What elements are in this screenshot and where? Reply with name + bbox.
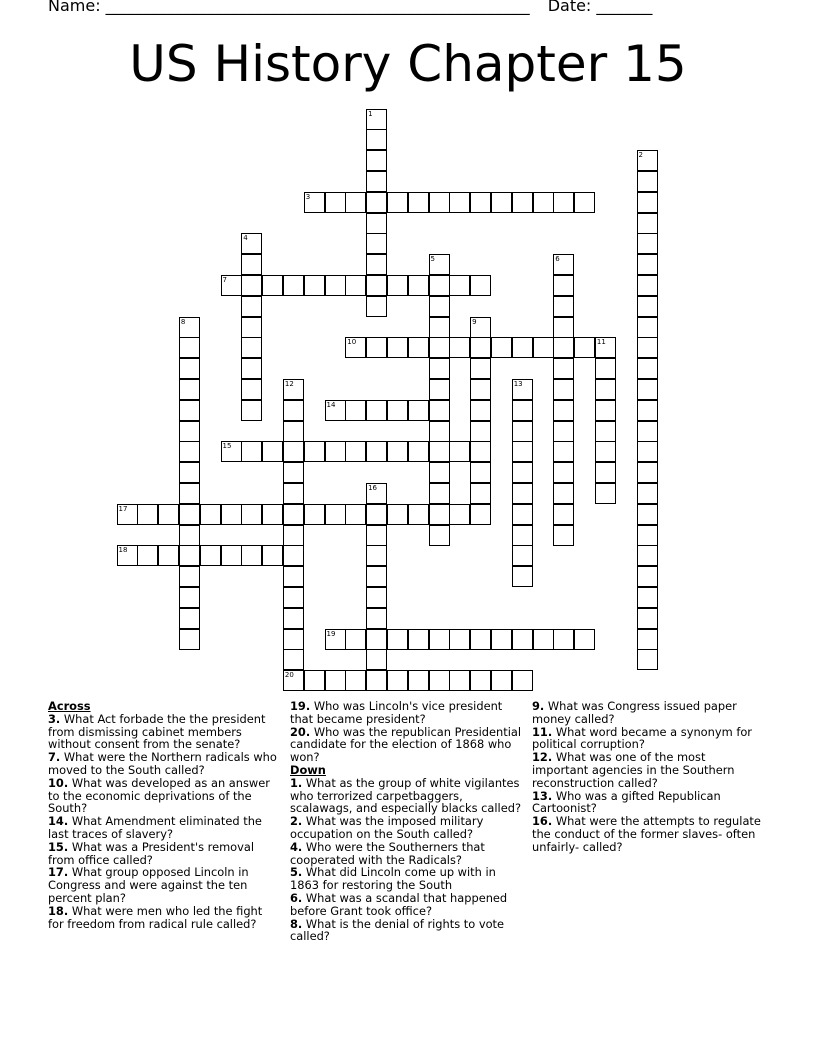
grid-cell[interactable] xyxy=(574,192,595,213)
grid-cell[interactable] xyxy=(241,504,262,525)
grid-cell[interactable] xyxy=(637,545,658,566)
grid-cell[interactable] xyxy=(553,462,574,483)
grid-cell[interactable] xyxy=(429,379,450,400)
grid-cell[interactable] xyxy=(491,337,512,358)
grid-cell[interactable] xyxy=(366,213,387,234)
grid-cell[interactable] xyxy=(533,629,554,650)
clue-number: 2 xyxy=(638,151,643,160)
grid-cell[interactable] xyxy=(241,233,262,254)
grid-cell[interactable] xyxy=(283,462,304,483)
grid-cell[interactable] xyxy=(408,441,429,462)
grid-cell[interactable] xyxy=(283,525,304,546)
grid-cell[interactable] xyxy=(429,462,450,483)
grid-cell[interactable] xyxy=(637,608,658,629)
grid-cell[interactable] xyxy=(366,545,387,566)
grid-cell[interactable] xyxy=(345,504,366,525)
grid-cell[interactable] xyxy=(387,670,408,691)
grid-cell[interactable] xyxy=(637,629,658,650)
grid-cell[interactable] xyxy=(304,192,325,213)
grid-cell[interactable] xyxy=(637,566,658,587)
clue-number: 10 xyxy=(347,338,357,347)
grid-cell[interactable] xyxy=(408,192,429,213)
grid-cell[interactable] xyxy=(366,192,387,213)
grid-cell[interactable] xyxy=(179,608,200,629)
grid-cell[interactable] xyxy=(637,296,658,317)
clue-across-15: 15. What was a President's removal from office called? xyxy=(48,839,255,867)
clue-across-18: 18. What were men who led the fight for freedom from radical rule called? xyxy=(48,903,263,931)
grid-cell[interactable] xyxy=(283,608,304,629)
clue-down-13: 13. Who was a gifted Republican Cartoonist? xyxy=(532,788,721,816)
grid-cell[interactable] xyxy=(470,504,491,525)
grid-cell[interactable] xyxy=(262,545,283,566)
grid-cell[interactable] xyxy=(595,483,616,504)
grid-cell[interactable] xyxy=(470,379,491,400)
grid-cell[interactable] xyxy=(366,649,387,670)
grid-cell[interactable] xyxy=(449,192,470,213)
clue-down-9: 9. What was Congress issued paper money called? xyxy=(532,699,737,726)
grid-cell[interactable] xyxy=(179,504,200,525)
grid-cell[interactable] xyxy=(533,337,554,358)
grid-cell[interactable] xyxy=(366,483,387,504)
grid-cell[interactable] xyxy=(221,545,242,566)
across-heading: Across xyxy=(48,699,91,713)
grid-cell[interactable] xyxy=(470,462,491,483)
clue-number: 13 xyxy=(513,379,523,388)
clue-number: 12 xyxy=(284,379,294,388)
grid-cell[interactable] xyxy=(345,629,366,650)
clue-down-4: 4. Who were the Southerners that cooperated with the Radicals? xyxy=(290,839,485,867)
grid-cell[interactable] xyxy=(512,566,533,587)
clue-across-20: 20. Who was the republican Presidential candidate for the election of 1868 who won? xyxy=(290,724,522,765)
clue-number: 7 xyxy=(222,275,227,284)
grid-cell[interactable] xyxy=(553,525,574,546)
grid-cell[interactable] xyxy=(325,275,346,296)
grid-cell[interactable] xyxy=(345,670,366,691)
grid-cell[interactable] xyxy=(637,275,658,296)
grid-cell[interactable] xyxy=(366,171,387,192)
clue-across-19: 19. Who was Lincoln's vice president that became president? xyxy=(290,699,503,726)
grid-cell[interactable] xyxy=(179,462,200,483)
grid-cell[interactable] xyxy=(512,629,533,650)
grid-cell[interactable] xyxy=(345,400,366,421)
grid-cell[interactable] xyxy=(283,421,304,442)
grid-cell[interactable] xyxy=(366,587,387,608)
grid-cell[interactable] xyxy=(512,400,533,421)
grid-cell[interactable] xyxy=(637,649,658,670)
grid-cell[interactable] xyxy=(158,545,179,566)
grid-cell[interactable] xyxy=(283,566,304,587)
grid-cell[interactable] xyxy=(512,670,533,691)
grid-cell[interactable] xyxy=(262,441,283,462)
grid-cell[interactable] xyxy=(637,233,658,254)
grid-cell[interactable] xyxy=(345,192,366,213)
clue-number: 9 xyxy=(472,317,477,326)
grid-cell[interactable] xyxy=(637,192,658,213)
grid-cell[interactable] xyxy=(512,525,533,546)
grid-cell[interactable] xyxy=(553,317,574,338)
grid-cell[interactable] xyxy=(637,150,658,171)
page-title: US History Chapter 15 xyxy=(129,35,687,93)
grid-cell[interactable] xyxy=(221,275,242,296)
grid-cell[interactable] xyxy=(470,337,491,358)
grid-cell[interactable] xyxy=(449,275,470,296)
grid-cell[interactable] xyxy=(449,629,470,650)
grid-cell[interactable] xyxy=(179,587,200,608)
grid-cell[interactable] xyxy=(637,483,658,504)
grid-cell[interactable] xyxy=(366,150,387,171)
grid-cell[interactable] xyxy=(574,629,595,650)
grid-cell[interactable] xyxy=(408,337,429,358)
grid-cell[interactable] xyxy=(366,254,387,275)
grid-cell[interactable] xyxy=(470,275,491,296)
grid-cell[interactable] xyxy=(470,317,491,338)
grid-cell[interactable] xyxy=(429,483,450,504)
grid-cell[interactable] xyxy=(637,421,658,442)
grid-cell[interactable] xyxy=(366,525,387,546)
grid-cell[interactable] xyxy=(283,649,304,670)
clue-number: 11 xyxy=(596,338,606,347)
grid-cell[interactable] xyxy=(574,337,595,358)
grid-cell[interactable] xyxy=(221,504,242,525)
grid-cell[interactable] xyxy=(387,629,408,650)
grid-cell[interactable] xyxy=(429,317,450,338)
grid-cell[interactable] xyxy=(387,400,408,421)
grid-cell[interactable] xyxy=(283,670,304,691)
grid-cell[interactable] xyxy=(283,483,304,504)
grid-cell[interactable] xyxy=(553,275,574,296)
grid-cell[interactable] xyxy=(137,504,158,525)
grid-cell[interactable] xyxy=(283,379,304,400)
grid-cell[interactable] xyxy=(345,337,366,358)
grid-cell[interactable] xyxy=(345,441,366,462)
grid-cell[interactable] xyxy=(179,421,200,442)
grid-cell[interactable] xyxy=(117,545,138,566)
grid-cell[interactable] xyxy=(408,400,429,421)
grid-cell[interactable] xyxy=(429,670,450,691)
grid-cell[interactable] xyxy=(304,670,325,691)
grid-cell[interactable] xyxy=(179,358,200,379)
grid-cell[interactable] xyxy=(595,421,616,442)
clue-across-17: 17. What group opposed Lincoln in Congress and were against the ten percent plan? xyxy=(48,865,249,905)
grid-cell[interactable] xyxy=(241,379,262,400)
grid-cell[interactable] xyxy=(179,400,200,421)
grid-cell[interactable] xyxy=(241,275,262,296)
grid-cell[interactable] xyxy=(637,213,658,234)
clue-number: 6 xyxy=(555,255,560,264)
grid-cell[interactable] xyxy=(449,670,470,691)
grid-cell[interactable] xyxy=(366,337,387,358)
grid-cell[interactable] xyxy=(429,254,450,275)
clue-number: 19 xyxy=(326,629,336,638)
grid-cell[interactable] xyxy=(491,629,512,650)
grid-cell[interactable] xyxy=(637,317,658,338)
grid-cell[interactable] xyxy=(179,525,200,546)
clue-down-2: 2. What was the imposed military occupation on the South called? xyxy=(290,814,484,841)
grid-cell[interactable] xyxy=(241,254,262,275)
grid-cell[interactable] xyxy=(553,358,574,379)
grid-cell[interactable] xyxy=(221,441,242,462)
clue-across-10: 10. What was developed as an answer to the economic deprivations of the South? xyxy=(48,775,270,816)
grid-cell[interactable] xyxy=(179,629,200,650)
grid-cell[interactable] xyxy=(637,441,658,462)
grid-cell[interactable] xyxy=(553,192,574,213)
grid-cell[interactable] xyxy=(179,545,200,566)
clue-across-3: 3. What Act forbade the the president from dismissing cabinet members without consent from the senate? xyxy=(48,711,266,752)
name-field-label[interactable]: Name: _____________________________________________________ xyxy=(48,0,530,15)
grid-cell[interactable] xyxy=(512,337,533,358)
grid-cell[interactable] xyxy=(470,421,491,442)
grid-cell[interactable] xyxy=(345,275,366,296)
grid-cell[interactable] xyxy=(283,629,304,650)
grid-cell[interactable] xyxy=(553,483,574,504)
grid-cell[interactable] xyxy=(241,358,262,379)
clue-down-6: 6. What was a scandal that happened before Grant took office? xyxy=(290,890,508,918)
grid-cell[interactable] xyxy=(325,441,346,462)
clue-number: 17 xyxy=(118,504,128,513)
grid-cell[interactable] xyxy=(387,504,408,525)
grid-cell[interactable] xyxy=(595,462,616,483)
grid-cell[interactable] xyxy=(429,629,450,650)
grid-cell[interactable] xyxy=(512,545,533,566)
grid-cell[interactable] xyxy=(366,608,387,629)
clue-number: 8 xyxy=(180,317,186,326)
grid-cell[interactable] xyxy=(366,629,387,650)
grid-cell[interactable] xyxy=(366,233,387,254)
clues-column-1 xyxy=(48,700,280,930)
grid-cell[interactable] xyxy=(366,296,387,317)
grid-cell[interactable] xyxy=(262,275,283,296)
grid-cell[interactable] xyxy=(637,525,658,546)
grid-cell[interactable] xyxy=(637,462,658,483)
grid-cell[interactable] xyxy=(553,421,574,442)
grid-cell[interactable] xyxy=(429,192,450,213)
clue-down-1: 1. What as the group of white vigilantes who terrorized carpetbaggers, scalawags, and especially blacks called? xyxy=(290,775,521,816)
grid-cell[interactable] xyxy=(179,379,200,400)
grid-cell[interactable] xyxy=(283,275,304,296)
clue-down-8: 8. What is the denial of rights to vote called? xyxy=(290,916,505,944)
grid-cell[interactable] xyxy=(637,171,658,192)
grid-cell[interactable] xyxy=(283,441,304,462)
grid-cell[interactable] xyxy=(429,358,450,379)
grid-cell[interactable] xyxy=(366,400,387,421)
grid-cell[interactable] xyxy=(325,192,346,213)
grid-cell[interactable] xyxy=(325,670,346,691)
clue-across-14: 14. What Amendment eliminated the last traces of slavery? xyxy=(48,814,262,841)
grid-cell[interactable] xyxy=(553,379,574,400)
grid-cell[interactable] xyxy=(241,400,262,421)
grid-cell[interactable] xyxy=(595,358,616,379)
grid-cell[interactable] xyxy=(387,192,408,213)
grid-cell[interactable] xyxy=(637,400,658,421)
grid-cell[interactable] xyxy=(179,441,200,462)
grid-cell[interactable] xyxy=(637,254,658,275)
clue-number: 14 xyxy=(326,400,336,409)
date-field-label[interactable]: Date: _______ xyxy=(547,0,653,15)
grid-cell[interactable] xyxy=(553,400,574,421)
grid-cell[interactable] xyxy=(158,504,179,525)
grid-cell[interactable] xyxy=(408,670,429,691)
grid-cell[interactable] xyxy=(179,483,200,504)
clue-number: 20 xyxy=(284,671,294,680)
grid-cell[interactable] xyxy=(553,337,574,358)
grid-cell[interactable] xyxy=(262,504,283,525)
grid-cell[interactable] xyxy=(200,504,221,525)
down-heading: Down xyxy=(290,762,326,777)
grid-cell[interactable] xyxy=(637,587,658,608)
grid-cell[interactable] xyxy=(304,275,325,296)
grid-cell[interactable] xyxy=(429,275,450,296)
grid-cell[interactable] xyxy=(470,400,491,421)
grid-cell[interactable] xyxy=(533,192,554,213)
grid-cell[interactable] xyxy=(449,441,470,462)
grid-cell[interactable] xyxy=(179,566,200,587)
grid-cell[interactable] xyxy=(366,441,387,462)
grid-cell[interactable] xyxy=(470,483,491,504)
grid-cell[interactable] xyxy=(429,337,450,358)
grid-cell[interactable] xyxy=(241,317,262,338)
grid-cell[interactable] xyxy=(512,441,533,462)
grid-cell[interactable] xyxy=(366,670,387,691)
clue-number: 15 xyxy=(222,442,232,451)
grid-cell[interactable] xyxy=(470,192,491,213)
clue-number: 4 xyxy=(243,234,248,243)
grid-cell[interactable] xyxy=(512,483,533,504)
grid-cell[interactable] xyxy=(179,317,200,338)
grid-cell[interactable] xyxy=(512,504,533,525)
grid-cell[interactable] xyxy=(595,379,616,400)
grid-cell[interactable] xyxy=(366,129,387,150)
grid-cell[interactable] xyxy=(429,504,450,525)
grid-cell[interactable] xyxy=(200,545,221,566)
grid-cell[interactable] xyxy=(429,296,450,317)
grid-cell[interactable] xyxy=(553,441,574,462)
grid-cell[interactable] xyxy=(553,296,574,317)
grid-cell[interactable] xyxy=(366,275,387,296)
grid-cell[interactable] xyxy=(637,337,658,358)
grid-cell[interactable] xyxy=(429,400,450,421)
grid-cell[interactable] xyxy=(366,109,387,130)
grid-cell[interactable] xyxy=(595,400,616,421)
clue-across-7: 7. What were the Northern radicals who moved to the South called? xyxy=(48,750,277,777)
grid-cell[interactable] xyxy=(325,504,346,525)
clues-column-3 xyxy=(532,700,764,854)
grid-cell[interactable] xyxy=(304,504,325,525)
grid-cell[interactable] xyxy=(637,379,658,400)
grid-cell[interactable] xyxy=(553,629,574,650)
grid-cell[interactable] xyxy=(637,358,658,379)
grid-cell[interactable] xyxy=(491,670,512,691)
grid-cell[interactable] xyxy=(179,337,200,358)
clue-number: 16 xyxy=(368,483,378,492)
grid-cell[interactable] xyxy=(283,504,304,525)
clue-number: 3 xyxy=(305,192,311,201)
grid-cell[interactable] xyxy=(512,379,533,400)
grid-cell[interactable] xyxy=(241,337,262,358)
grid-cell[interactable] xyxy=(137,545,158,566)
grid-cell[interactable] xyxy=(449,504,470,525)
grid-cell[interactable] xyxy=(637,504,658,525)
grid-cell[interactable] xyxy=(553,504,574,525)
grid-cell[interactable] xyxy=(325,400,346,421)
grid-cell[interactable] xyxy=(470,629,491,650)
grid-cell[interactable] xyxy=(595,441,616,462)
grid-cell[interactable] xyxy=(470,441,491,462)
clue-down-11: 11. What word became a synonym for political corruption? xyxy=(532,724,752,752)
grid-cell[interactable] xyxy=(512,462,533,483)
clue-number: 5 xyxy=(430,255,435,264)
grid-cell[interactable] xyxy=(512,421,533,442)
grid-cell[interactable] xyxy=(408,629,429,650)
clues-column-2 xyxy=(290,700,522,943)
grid-cell[interactable] xyxy=(117,504,138,525)
grid-cell[interactable] xyxy=(512,192,533,213)
grid-cell[interactable] xyxy=(241,545,262,566)
grid-cell[interactable] xyxy=(304,441,325,462)
grid-cell[interactable] xyxy=(408,504,429,525)
grid-cell[interactable] xyxy=(283,545,304,566)
clue-number: 1 xyxy=(368,109,373,118)
grid-cell[interactable] xyxy=(429,525,450,546)
grid-cell[interactable] xyxy=(595,337,616,358)
grid-cell[interactable] xyxy=(387,275,408,296)
grid-cell[interactable] xyxy=(491,192,512,213)
clue-down-12: 12. What was one of the most important agencies in the Southern reconstruction called? xyxy=(532,750,735,790)
grid-cell[interactable] xyxy=(449,337,470,358)
grid-cell[interactable] xyxy=(325,629,346,650)
grid-cell[interactable] xyxy=(387,337,408,358)
clue-down-5: 5. What did Lincoln come up with in 1863 for restoring the South xyxy=(290,865,496,893)
grid-cell[interactable] xyxy=(241,296,262,317)
grid-cell[interactable] xyxy=(366,566,387,587)
grid-cell[interactable] xyxy=(553,254,574,275)
grid-cell[interactable] xyxy=(470,670,491,691)
grid-cell[interactable] xyxy=(429,421,450,442)
grid-cell[interactable] xyxy=(283,400,304,421)
clue-number: 18 xyxy=(118,546,128,555)
grid-cell[interactable] xyxy=(408,275,429,296)
clue-down-16: 16. What were the attempts to regulate the conduct of the former slaves- often unfairly- called? xyxy=(532,814,761,854)
grid-cell[interactable] xyxy=(387,441,408,462)
grid-cell[interactable] xyxy=(429,441,450,462)
grid-cell[interactable] xyxy=(366,504,387,525)
grid-cell[interactable] xyxy=(470,358,491,379)
grid-cell[interactable] xyxy=(283,587,304,608)
grid-cell[interactable] xyxy=(241,441,262,462)
